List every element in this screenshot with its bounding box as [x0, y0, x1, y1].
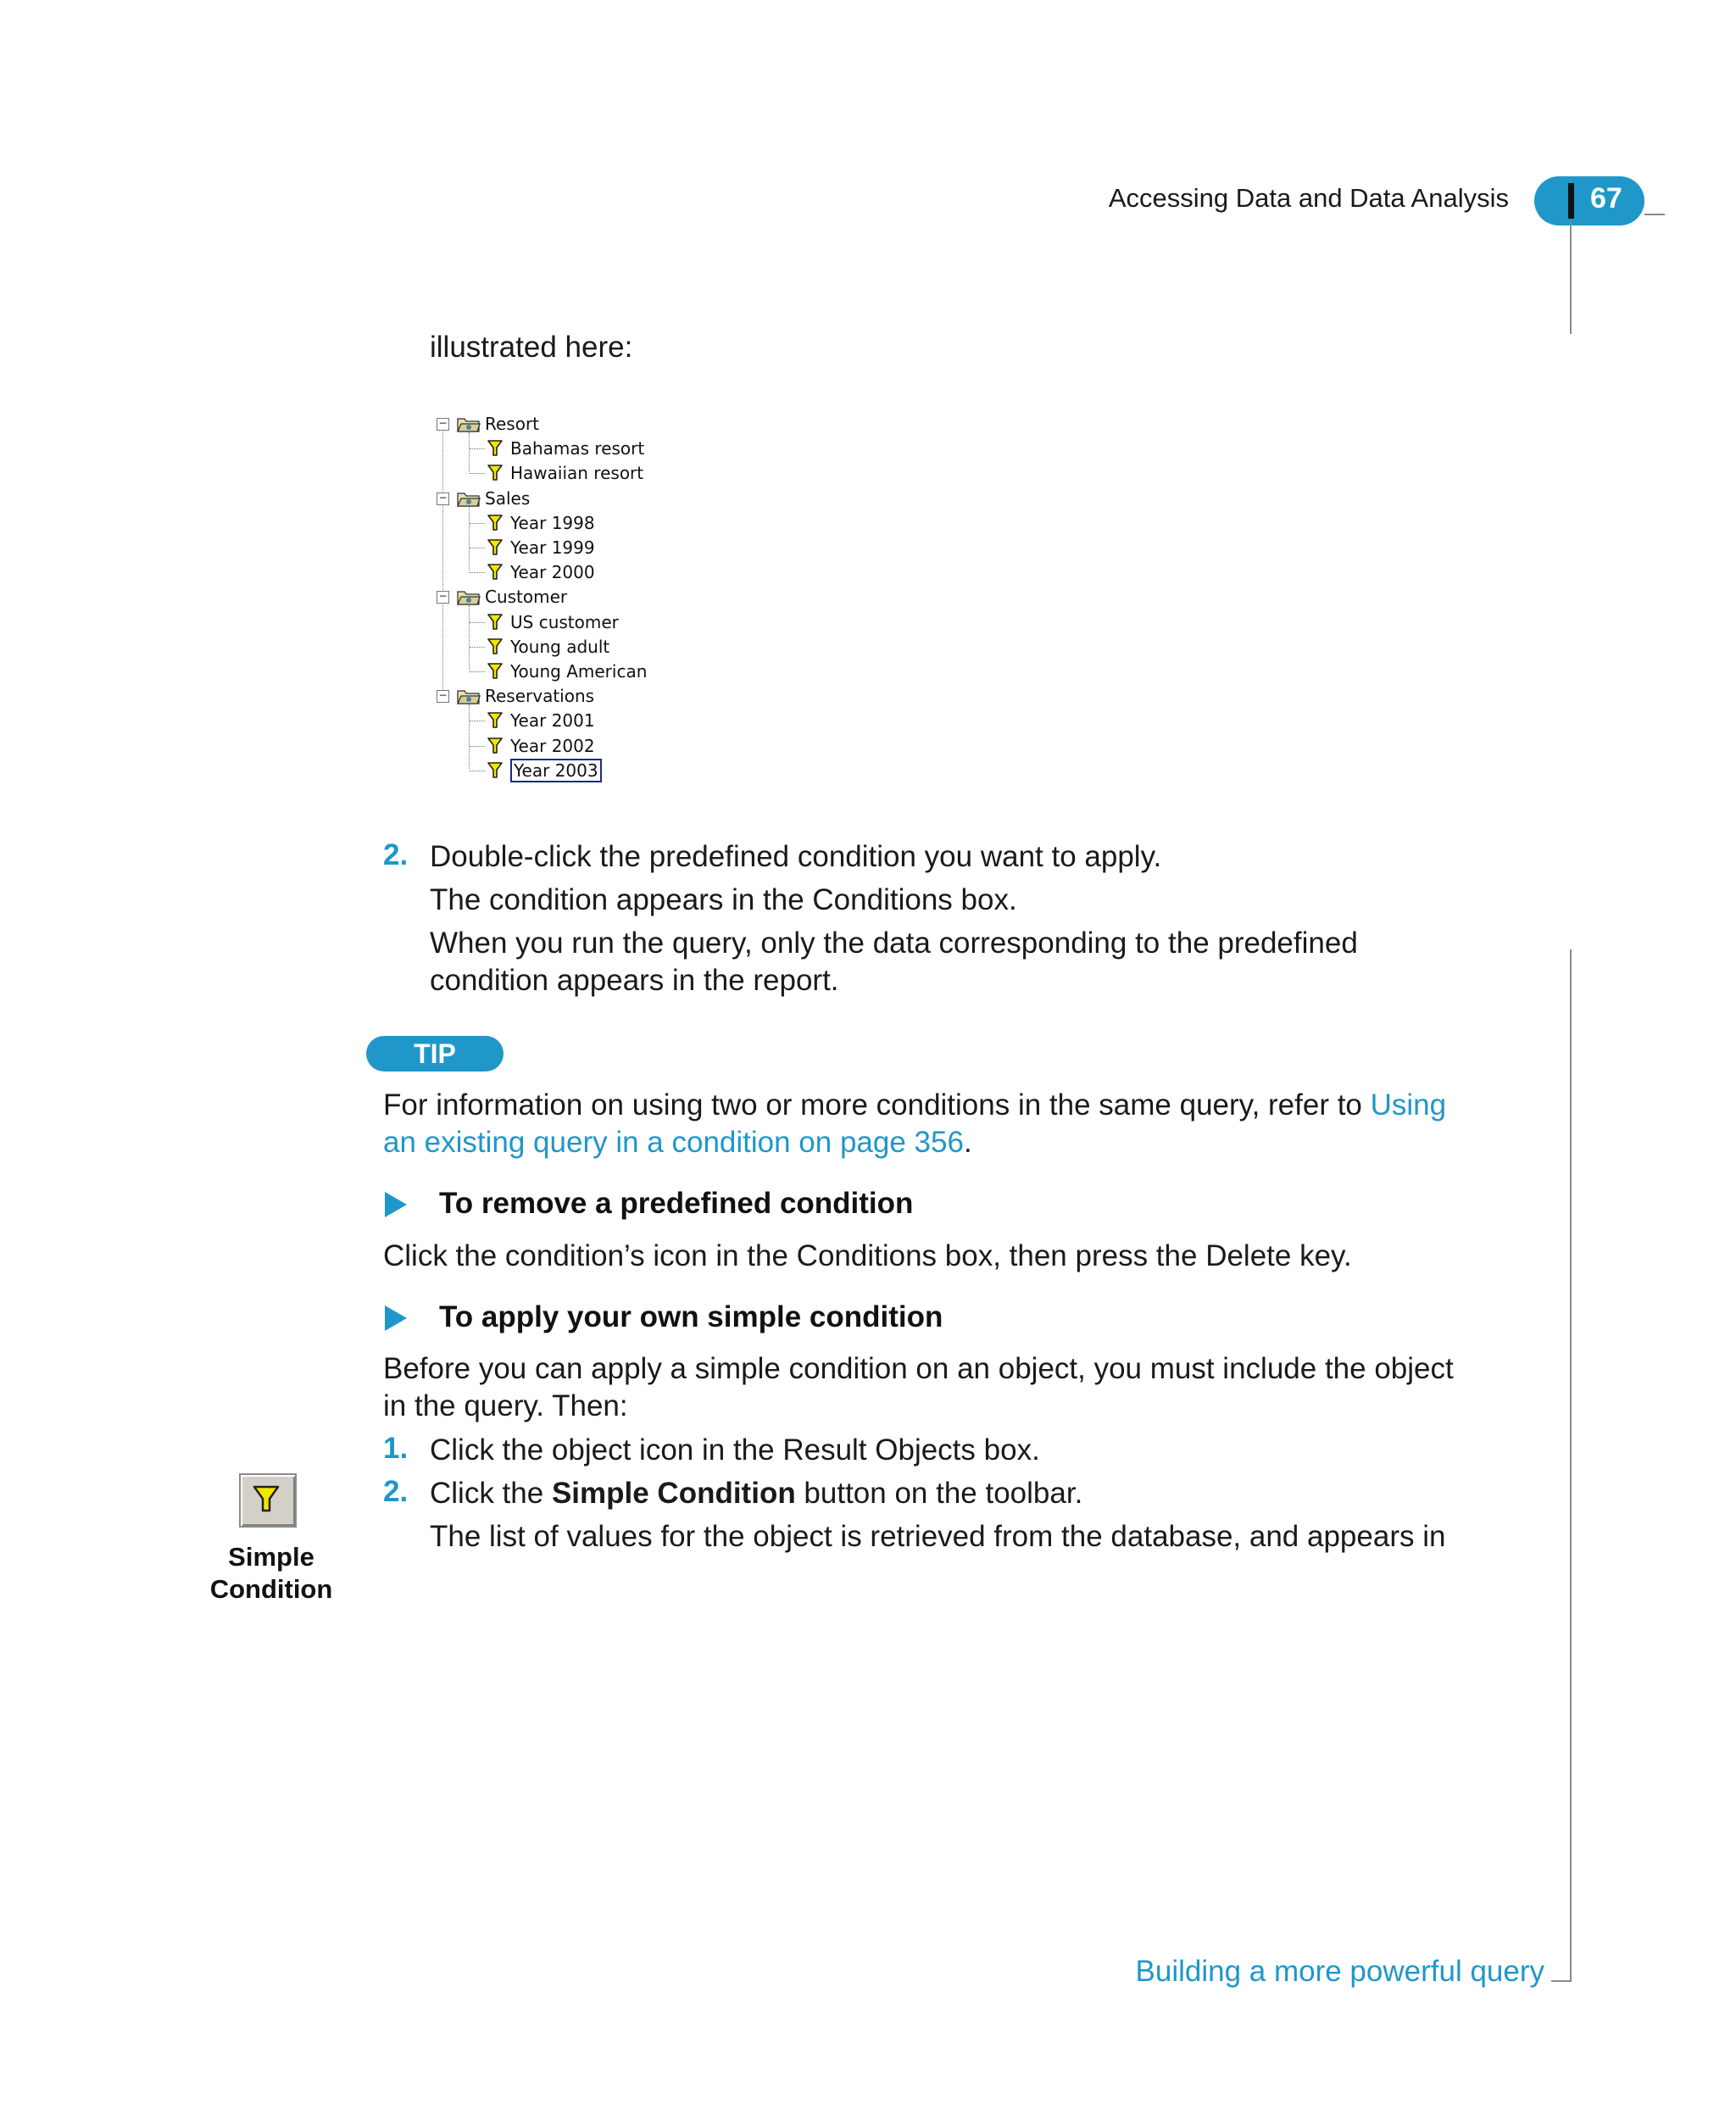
tree-connector	[469, 432, 470, 471]
collapse-toggle-icon[interactable]: −	[437, 418, 449, 431]
procedure-heading-apply: To apply your own simple condition	[439, 1300, 943, 1333]
running-head: Accessing Data and Data Analysis	[1108, 183, 1509, 213]
predefined-condition-item[interactable]: Year 2003	[510, 759, 602, 782]
predefined-condition-item[interactable]: Young adult	[510, 636, 610, 657]
predefined-condition-item[interactable]: Year 1998	[510, 512, 595, 533]
procedure-heading-remove: To remove a predefined condition	[439, 1187, 914, 1220]
predefined-condition-item[interactable]: Year 2001	[510, 710, 595, 732]
collapse-toggle-icon[interactable]: −	[437, 591, 449, 604]
tip-text	[383, 1087, 1468, 1161]
procedure-arrow-icon	[385, 1305, 407, 1331]
predefined-condition-item[interactable]: Year 2002	[510, 735, 595, 756]
tip-text-before: For information on using two or more conditions in the same query, refer to	[383, 1088, 1371, 1122]
caption-line-2: Condition	[209, 1574, 333, 1604]
funnel-icon	[487, 711, 504, 730]
tree-class-label[interactable]: Resort	[485, 414, 540, 434]
step-text: Double-click the predefined condition you want to apply.	[430, 840, 1162, 873]
tip-badge: TIP	[366, 1036, 504, 1071]
tree-class-label[interactable]: Reservations	[485, 686, 595, 707]
predefined-condition-item[interactable]: Hawaiian resort	[510, 463, 644, 484]
caption-line-1: Simple	[228, 1542, 314, 1572]
step-result-text: The list of values for the object is retrieved from the database, and appears in	[430, 1520, 1446, 1553]
toolbar-button-caption	[186, 1541, 356, 1606]
simple-condition-button[interactable]	[239, 1473, 297, 1528]
cross-reference-link[interactable]: Using an existing query in a condition on page 356	[383, 1088, 1447, 1159]
tree-connector	[442, 424, 443, 695]
tree-connector	[469, 704, 470, 769]
step-text-before: Click the	[430, 1477, 552, 1510]
header-rule	[1644, 214, 1665, 215]
conditions-tree	[436, 412, 656, 785]
tree-connector	[470, 572, 485, 573]
tree-connector	[470, 746, 485, 747]
funnel-icon	[487, 761, 504, 780]
tree-connector	[470, 523, 485, 524]
predefined-condition-item[interactable]: US customer	[510, 611, 619, 632]
margin-rule-top	[1570, 222, 1572, 334]
tree-class-label[interactable]: Sales	[485, 487, 531, 509]
footer-section-title: Building a more powerful query	[1135, 1955, 1544, 1988]
funnel-icon	[487, 563, 504, 582]
tree-class-label[interactable]: Customer	[485, 587, 568, 608]
collapse-toggle-icon[interactable]: −	[437, 690, 449, 703]
funnel-icon	[487, 662, 504, 681]
funnel-icon	[487, 439, 504, 458]
tree-connector	[469, 507, 470, 571]
ui-term: Simple Condition	[551, 1477, 796, 1510]
predefined-condition-item[interactable]: Year 1999	[510, 537, 595, 558]
intro-text: illustrated here:	[430, 331, 633, 364]
step-text: Click the object icon in the Result Objects box.	[430, 1433, 1040, 1467]
procedure-text-remove: Click the condition’s icon in the Conditions box, then press the Delete key.	[383, 1239, 1352, 1272]
class-folder-icon	[456, 687, 481, 705]
procedure-arrow-icon	[385, 1192, 407, 1217]
funnel-icon	[487, 737, 504, 755]
tip-text-after: .	[963, 1126, 972, 1159]
step-number: 1.	[383, 1432, 409, 1465]
footer-rule	[1551, 1980, 1572, 1982]
class-folder-icon	[456, 415, 481, 433]
page-number: 67	[1590, 182, 1622, 214]
step-number: 2.	[383, 1475, 409, 1508]
predefined-condition-item[interactable]: Bahamas resort	[510, 438, 645, 459]
tree-connector	[470, 647, 485, 648]
funnel-icon	[239, 1473, 293, 1524]
funnel-icon	[487, 514, 504, 532]
predefined-condition-item[interactable]: Year 2000	[510, 562, 595, 583]
procedure-intro-apply: Before you can apply a simple condition on an object, you must include the object in the query. Then:	[383, 1352, 1454, 1422]
step-result-text: The condition appears in the Conditions box.	[430, 883, 1017, 916]
funnel-icon	[487, 637, 504, 656]
funnel-icon	[487, 538, 504, 557]
tree-connector	[470, 448, 485, 449]
predefined-condition-item[interactable]: Young American	[510, 661, 648, 682]
class-folder-icon	[456, 587, 481, 606]
step-result-text-2: When you run the query, only the data corresponding to the predefined condition appears in the report.	[430, 927, 1358, 997]
page-badge-bar	[1568, 183, 1574, 219]
funnel-icon	[487, 613, 504, 632]
step-text	[430, 1475, 1489, 1512]
step-text-after: button on the toolbar.	[795, 1477, 1083, 1510]
class-folder-icon	[456, 489, 481, 508]
step-number: 2.	[383, 838, 409, 871]
margin-rule	[1570, 949, 1572, 1982]
tree-connector	[470, 671, 485, 672]
page-number-badge	[1534, 176, 1644, 225]
collapse-toggle-icon[interactable]: −	[437, 493, 449, 505]
tree-connector	[470, 622, 485, 623]
funnel-icon	[487, 464, 504, 482]
tree-connector	[469, 605, 470, 670]
tree-connector	[470, 473, 485, 474]
